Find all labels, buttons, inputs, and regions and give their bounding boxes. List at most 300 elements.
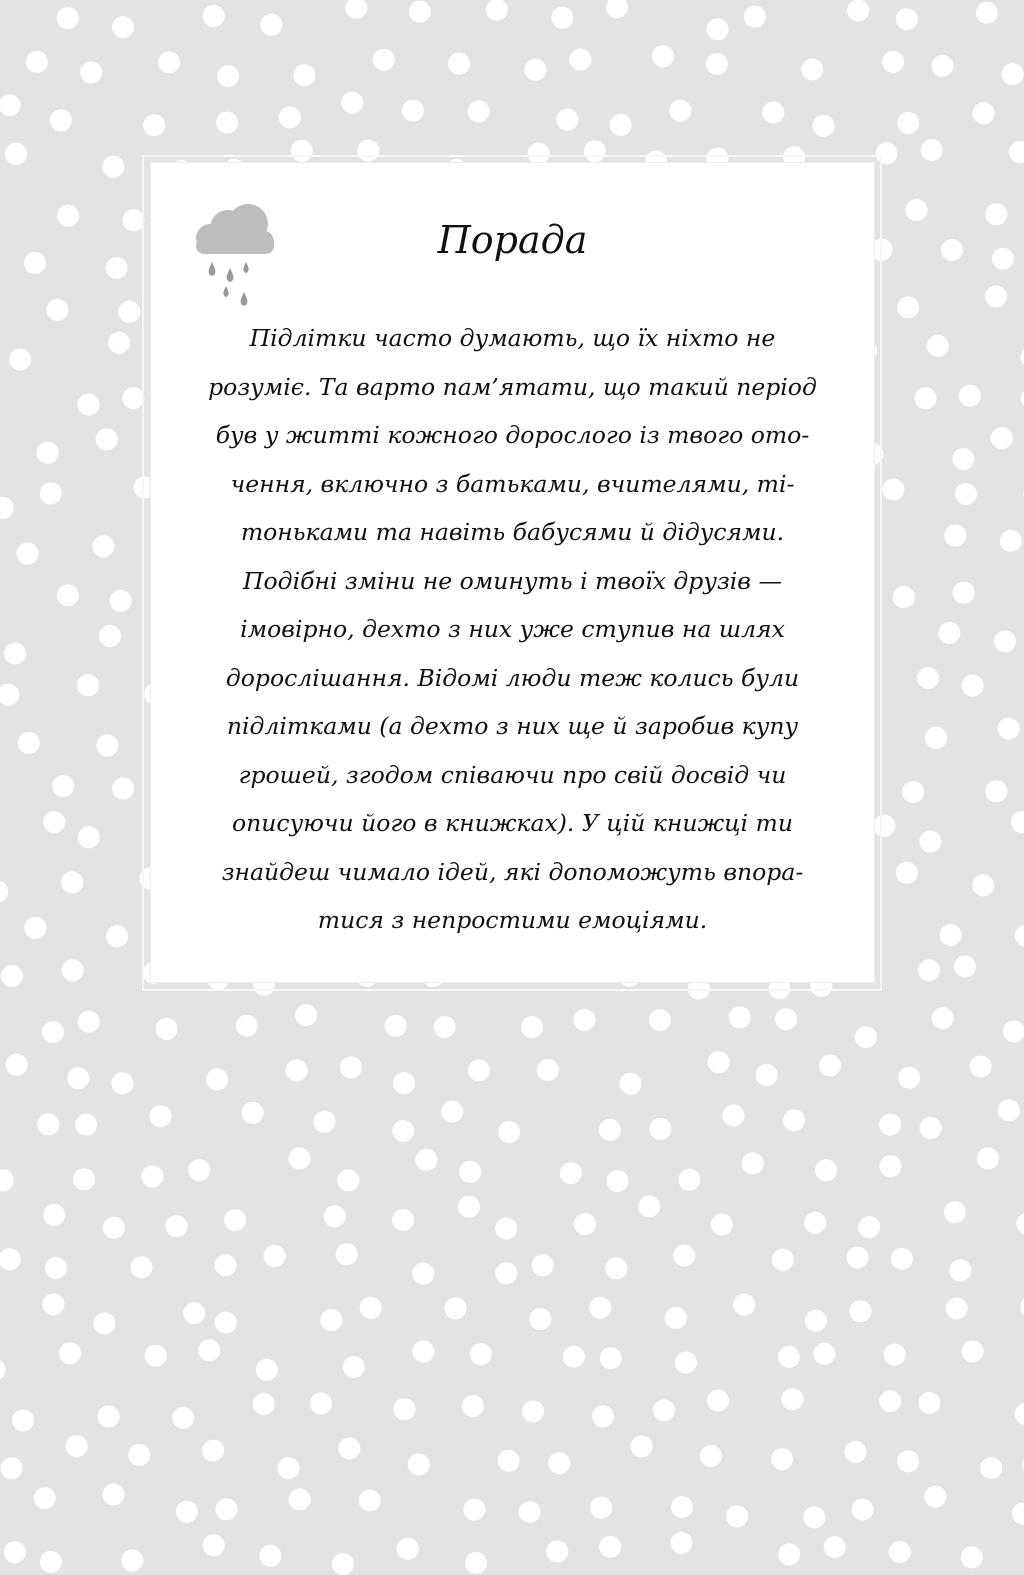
polka-dot: [392, 1209, 414, 1231]
polka-dot: [131, 1256, 153, 1278]
tip-line: імовірно, дехто з них уже ступив на шлях: [240, 615, 785, 643]
polka-dot: [649, 1118, 671, 1140]
polka-dot: [409, 1, 431, 23]
polka-dot: [458, 1196, 480, 1218]
polka-dot: [340, 1056, 362, 1078]
polka-dot: [606, 0, 628, 18]
polka-dot: [556, 109, 578, 131]
polka-dot: [385, 1015, 407, 1037]
polka-dot: [729, 1006, 751, 1028]
polka-dot: [59, 1342, 81, 1364]
polka-dot: [145, 1345, 167, 1367]
polka-dot: [665, 1307, 687, 1329]
polka-dot: [700, 1445, 722, 1467]
polka-dot: [415, 1149, 437, 1171]
polka-dot: [310, 1392, 332, 1414]
polka-dot: [919, 831, 941, 853]
polka-dot: [122, 387, 144, 409]
polka-dot: [980, 1457, 1002, 1479]
polka-dot: [43, 811, 65, 833]
polka-dot: [92, 535, 114, 557]
polka-dot: [393, 1398, 415, 1420]
polka-dot: [726, 1505, 748, 1527]
polka-dot: [413, 1341, 435, 1363]
polka-dot: [253, 1393, 275, 1415]
polka-dot: [954, 955, 976, 977]
polka-dot: [605, 1257, 627, 1279]
polka-dot: [18, 732, 40, 754]
polka-dot: [96, 428, 118, 450]
polka-dot: [57, 205, 79, 227]
polka-dot: [294, 64, 316, 86]
polka-dot: [17, 543, 39, 565]
polka-dot: [0, 1248, 21, 1270]
polka-dot: [75, 1114, 97, 1136]
polka-dot: [402, 100, 424, 122]
polka-dot: [1003, 1020, 1024, 1042]
polka-dot: [66, 1435, 88, 1457]
polka-dot: [985, 203, 1007, 225]
polka-dot: [707, 18, 729, 40]
polka-dot: [188, 1159, 210, 1181]
polka-dot: [897, 296, 919, 318]
polka-dot: [519, 1501, 541, 1523]
polka-dot: [801, 59, 823, 81]
polka-dot: [803, 1506, 825, 1528]
polka-dot: [332, 1553, 354, 1575]
polka-dot: [959, 385, 981, 407]
polka-dot: [397, 1538, 419, 1560]
polka-dot: [12, 1410, 34, 1432]
polka-dot: [849, 1300, 871, 1322]
polka-dot: [37, 1113, 59, 1135]
polka-dot: [102, 156, 124, 178]
polka-dot: [143, 114, 165, 136]
polka-dot: [924, 1486, 946, 1508]
polka-dot: [669, 100, 691, 122]
tip-line: дорослішання. Відомі люди теж колись були: [225, 663, 800, 692]
polka-dot: [917, 667, 939, 689]
polka-dot: [343, 1356, 365, 1378]
polka-dot: [198, 1339, 220, 1361]
polka-dot: [896, 8, 918, 30]
polka-dot: [156, 1018, 178, 1040]
polka-dot: [976, 2, 998, 24]
polka-dot: [620, 1073, 642, 1095]
polka-dot: [813, 1343, 835, 1365]
polka-dot: [324, 1205, 346, 1227]
polka-dot: [445, 1297, 467, 1319]
polka-dot: [546, 1540, 568, 1562]
polka-dot: [906, 199, 928, 221]
polka-dot: [897, 112, 919, 134]
polka-dot: [673, 1245, 695, 1267]
polka-dot: [882, 479, 904, 501]
polka-dot: [708, 1051, 730, 1073]
polka-dot: [772, 1249, 794, 1271]
polka-dot: [893, 586, 915, 608]
tip-body: [205, 314, 820, 945]
polka-dot: [4, 643, 26, 665]
polka-dot: [813, 115, 835, 137]
polka-dot: [468, 100, 490, 122]
polka-dot: [953, 582, 975, 604]
polka-dot: [9, 349, 31, 371]
polka-dot: [1009, 141, 1024, 163]
polka-dot: [277, 1457, 299, 1479]
polka-dot: [599, 1119, 621, 1141]
polka-dot: [360, 1297, 382, 1319]
polka-dot: [671, 1496, 693, 1518]
polka-dot: [884, 1344, 906, 1366]
polka-dot: [649, 1009, 671, 1031]
polka-dot: [295, 1004, 317, 1026]
polka-dot: [781, 1388, 803, 1410]
polka-dot: [610, 114, 632, 136]
polka-dot: [50, 109, 72, 131]
polka-dot: [4, 1541, 26, 1563]
polka-dot: [108, 332, 130, 354]
polka-dot: [998, 1099, 1020, 1121]
tip-line: знайдеш чимало ідей, які допоможуть впора-: [221, 857, 804, 886]
polka-dot: [46, 299, 68, 321]
polka-dot: [78, 394, 100, 416]
polka-dot: [852, 1499, 874, 1521]
polka-dot: [952, 448, 974, 470]
polka-dot: [882, 51, 904, 73]
polka-dot: [815, 1159, 837, 1181]
polka-dot: [521, 1016, 543, 1038]
polka-dot: [1002, 63, 1024, 85]
polka-dot: [98, 1405, 120, 1427]
polka-dot: [264, 1245, 286, 1267]
polka-dot: [0, 94, 21, 116]
polka-dot: [733, 1294, 755, 1316]
polka-dot: [0, 684, 19, 706]
polka-dot: [522, 1400, 544, 1422]
polka-dot: [925, 727, 947, 749]
polka-dot: [80, 62, 102, 84]
polka-dot: [392, 1120, 414, 1142]
polka-dot: [706, 53, 728, 75]
polka-dot: [24, 917, 46, 939]
polka-dot: [955, 483, 977, 505]
polka-dot: [498, 1121, 520, 1143]
polka-dot: [0, 497, 14, 519]
polka-dot: [121, 1549, 143, 1571]
polka-dot: [408, 1454, 430, 1476]
polka-dot: [128, 1444, 150, 1466]
polka-dot: [529, 1308, 551, 1330]
tip-title: Порада: [437, 218, 588, 262]
polka-dot: [52, 775, 74, 797]
polka-dot: [412, 1263, 434, 1285]
tip-line: підлітками (а дехто з них ще й заробив купу: [226, 712, 799, 740]
tip-line: розуміє. Та варто пам’ятати, що такий період: [208, 372, 817, 401]
polka-dot: [1015, 925, 1024, 947]
polka-dot: [891, 1248, 913, 1270]
polka-dot: [166, 1215, 188, 1237]
polka-dot: [847, 1247, 869, 1269]
polka-dot: [459, 1161, 481, 1183]
polka-dot: [574, 1213, 596, 1235]
polka-dot: [495, 1262, 517, 1284]
polka-dot: [824, 1536, 846, 1558]
polka-dot: [548, 1452, 570, 1474]
polka-dot: [45, 1257, 67, 1279]
polka-dot: [112, 778, 134, 800]
polka-dot: [845, 1441, 867, 1463]
polka-dot: [961, 1546, 983, 1568]
tip-line: Подібні зміни не оминуть і твоїх друзів —: [243, 566, 782, 595]
polka-dot: [992, 248, 1014, 270]
polka-dot: [962, 1341, 984, 1363]
polka-dot: [289, 1147, 311, 1169]
polka-dot: [944, 1201, 966, 1223]
polka-dot: [524, 59, 546, 81]
polka-dot: [393, 1072, 415, 1094]
polka-dot: [259, 1545, 281, 1567]
polka-dot: [1011, 811, 1024, 833]
polka-dot: [236, 1015, 258, 1037]
polka-dot: [336, 1243, 358, 1265]
polka-dot: [43, 1294, 65, 1316]
polka-dot: [215, 1312, 237, 1334]
polka-dot: [99, 625, 121, 647]
polka-dot: [1, 1457, 23, 1479]
tip-line: тися з непростими емоціями.: [317, 906, 708, 934]
polka-dot: [78, 826, 100, 848]
polka-dot: [994, 630, 1016, 652]
polka-dot: [573, 1009, 595, 1031]
polka-dot: [858, 1216, 880, 1238]
polka-dot: [1016, 1213, 1024, 1235]
polka-dot: [678, 1169, 700, 1191]
polka-dot: [938, 622, 960, 644]
polka-dot: [203, 1534, 225, 1556]
polka-dot: [106, 925, 128, 947]
polka-dot: [638, 1195, 660, 1217]
polka-dot: [495, 1218, 517, 1240]
polka-dot: [373, 49, 395, 71]
polka-dot: [711, 1214, 733, 1236]
polka-dot: [771, 1448, 793, 1470]
polka-dot: [42, 1021, 64, 1043]
polka-dot: [215, 1498, 237, 1520]
polka-dot: [176, 1501, 198, 1523]
polka-dot: [744, 6, 766, 28]
polka-dot: [560, 1162, 582, 1184]
polka-dot: [972, 874, 994, 896]
polka-dot: [486, 0, 508, 21]
polka-dot: [286, 1059, 308, 1081]
polka-dot: [671, 1532, 693, 1554]
polka-dot: [590, 1497, 612, 1519]
polka-dot: [940, 924, 962, 946]
polka-dot: [985, 780, 1007, 802]
polka-dot: [778, 1346, 800, 1368]
polka-dot: [1015, 1403, 1024, 1425]
polka-dot: [470, 1343, 492, 1365]
polka-dot: [756, 1064, 778, 1086]
tip-line: грошей, згодом співаючи про свій досвід чи: [238, 760, 787, 789]
tip-line: чення, включно з батьками, вчителями, ті-: [230, 469, 795, 498]
polka-dot: [141, 1165, 163, 1187]
polka-dot: [762, 102, 784, 124]
polka-dot: [920, 1117, 942, 1139]
polka-dot: [563, 1346, 585, 1368]
tip-line: описуючи його в книжках). У цій книжці ти: [232, 809, 793, 837]
polka-dot: [96, 735, 118, 757]
polka-dot: [314, 1111, 336, 1133]
polka-dot: [216, 112, 238, 134]
polka-dot: [589, 1297, 611, 1319]
polka-dot: [111, 1072, 133, 1094]
polka-dot: [946, 1298, 968, 1320]
polka-dot: [57, 7, 79, 29]
polka-dot: [217, 65, 239, 87]
polka-dot: [103, 1217, 125, 1239]
polka-dot: [915, 387, 937, 409]
polka-dot: [977, 1148, 999, 1170]
polka-dot: [93, 1313, 115, 1335]
polka-dot: [462, 1395, 484, 1417]
polka-dot: [932, 55, 954, 77]
polka-dot: [24, 252, 46, 274]
polka-dot: [57, 584, 79, 606]
polka-dot: [599, 1536, 621, 1558]
polka-dot: [242, 1102, 264, 1124]
polka-dot: [498, 1450, 520, 1472]
polka-dot: [941, 239, 963, 261]
polka-dot: [902, 781, 924, 803]
polka-dot: [206, 1068, 228, 1090]
polka-dot: [67, 1067, 89, 1089]
polka-dot: [949, 1259, 971, 1281]
polka-dot: [652, 45, 674, 67]
polka-dot: [203, 5, 225, 27]
polka-dot: [897, 1450, 919, 1472]
polka-dot: [722, 1105, 744, 1127]
polka-dot: [448, 53, 470, 75]
polka-dot: [932, 1007, 954, 1029]
polka-dot: [256, 1359, 278, 1381]
polka-dot: [183, 1302, 205, 1324]
polka-dot: [112, 16, 134, 38]
polka-dot: [320, 1309, 342, 1331]
polka-dot: [537, 1059, 559, 1081]
polka-dot: [675, 1352, 697, 1374]
polka-dot: [289, 1488, 311, 1510]
polka-dot: [0, 881, 8, 903]
polka-dot: [707, 1390, 729, 1412]
polka-dot: [468, 1059, 490, 1081]
polka-dot: [73, 1168, 95, 1190]
polka-dot: [889, 1541, 911, 1563]
polka-dot: [6, 1054, 28, 1076]
polka-dot: [434, 1016, 456, 1038]
polka-dot: [898, 1067, 920, 1089]
polka-dot: [463, 1499, 485, 1521]
polka-dot: [26, 51, 48, 73]
polka-dot: [927, 335, 949, 357]
polka-dot: [103, 1483, 125, 1505]
polka-dot: [43, 1204, 65, 1226]
polka-dot: [569, 48, 591, 70]
polka-dot: [158, 51, 180, 73]
polka-dot: [0, 1359, 6, 1381]
polka-dot: [110, 590, 132, 612]
polka-dot: [921, 139, 943, 161]
polka-dot: [338, 1438, 360, 1460]
polka-dot: [150, 1105, 172, 1127]
polka-dot: [0, 1169, 14, 1191]
polka-dot: [592, 1405, 614, 1427]
polka-dot: [944, 525, 966, 547]
polka-dot: [215, 1254, 237, 1276]
polka-dot: [775, 1008, 797, 1030]
polka-dot: [1, 965, 23, 987]
polka-dot: [465, 1552, 487, 1574]
polka-dot: [341, 92, 363, 114]
polka-dot: [805, 1310, 827, 1332]
polka-dot: [1020, 1296, 1024, 1318]
polka-dot: [804, 1212, 826, 1234]
polka-dot: [5, 143, 27, 165]
polka-dot: [918, 959, 940, 981]
polka-dot: [998, 718, 1020, 740]
polka-dot: [40, 482, 62, 504]
polka-dot: [61, 871, 83, 893]
polka-dot: [742, 1152, 764, 1174]
polka-dot: [970, 1056, 992, 1078]
polka-dot: [879, 1390, 901, 1412]
polka-dot: [653, 1399, 675, 1421]
polka-dot: [847, 0, 869, 22]
tip-line: Підлітки часто думають, що їх ніхто не: [249, 324, 776, 352]
tip-line: тоньками та навіть бабусями й дідусями.: [240, 518, 785, 546]
polka-dot: [1000, 530, 1022, 552]
polka-dot: [224, 1209, 246, 1231]
polka-dot: [880, 1155, 902, 1177]
polka-dot: [819, 1055, 841, 1077]
polka-dot: [172, 1407, 194, 1429]
polka-dot: [879, 1114, 901, 1136]
polka-dot: [441, 1101, 463, 1123]
polka-dot: [1012, 1503, 1024, 1525]
polka-dot: [896, 862, 918, 884]
polka-dot: [918, 1392, 940, 1414]
polka-dot: [962, 675, 984, 697]
polka-dot: [118, 301, 140, 323]
polka-dot: [202, 1440, 224, 1462]
polka-dot: [62, 959, 84, 981]
polka-dot: [106, 257, 128, 279]
polka-dot: [37, 442, 59, 464]
polka-dot: [279, 106, 301, 128]
polka-dot: [532, 1254, 554, 1276]
tip-line: був у житті кожного дорослого із твого ото-: [215, 421, 810, 449]
polka-dot: [78, 1011, 100, 1033]
polka-dot: [600, 1347, 622, 1369]
polka-dot: [783, 1109, 805, 1131]
polka-dot: [34, 1487, 56, 1509]
polka-dot: [40, 1551, 62, 1573]
polka-dot: [631, 1435, 653, 1457]
polka-dot: [345, 0, 367, 19]
polka-dot: [551, 7, 573, 29]
polka-dot: [77, 674, 99, 696]
